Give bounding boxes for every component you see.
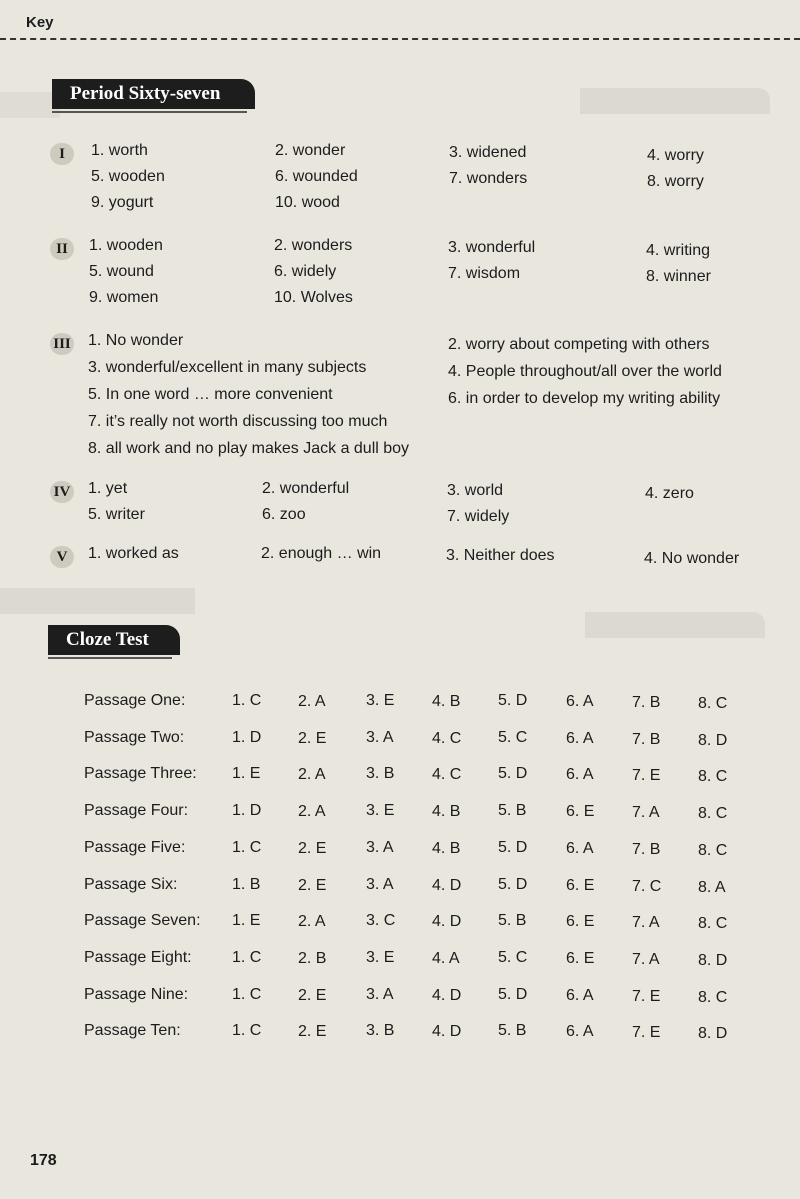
- passage-name: Passage Six:: [84, 875, 178, 893]
- section-numeral: I: [50, 143, 74, 165]
- answer-item: 4. No wonder: [644, 550, 740, 567]
- answer-item: 1. wooden: [89, 237, 163, 254]
- answer-item: 4. People throughout/all over the world: [448, 363, 722, 380]
- passage-answer: 6. E: [566, 803, 595, 821]
- period-title: Period Sixty-seven: [52, 79, 255, 109]
- answer-item: 2. wonderful: [262, 480, 350, 497]
- passage-answer: 4. D: [432, 913, 462, 931]
- passage-answer: 6. A: [566, 1023, 594, 1041]
- answer-row: [0, 142, 800, 166]
- section-numeral: II: [50, 238, 74, 260]
- passage-answer: 8. D: [698, 1025, 728, 1043]
- passage-answer: 7. C: [632, 877, 662, 895]
- passage-answer: 7. A: [632, 914, 660, 932]
- section-numeral: V: [50, 546, 74, 568]
- passage-answer: 7. E: [632, 767, 661, 785]
- passage-answer: 2. B: [298, 949, 327, 967]
- answer-item: 1. worked as: [88, 545, 179, 562]
- passage-answer: 2. E: [298, 1023, 327, 1041]
- passage-answer: 8. C: [698, 768, 728, 786]
- passage-answer: 3. A: [366, 875, 394, 893]
- passage-answer: 7. B: [632, 730, 661, 748]
- bleed-through-shadow: [0, 588, 195, 614]
- passage-answer: 6. A: [566, 986, 594, 1004]
- passage-answer: 3. A: [366, 728, 394, 746]
- header-key-label: Key: [26, 14, 54, 31]
- passage-name: Passage Eight:: [84, 948, 192, 966]
- page-number: 178: [30, 1152, 57, 1169]
- answer-item: 2. wonders: [274, 237, 353, 254]
- passage-answer: 2. A: [298, 766, 326, 784]
- passage-answer: 5. D: [498, 875, 528, 893]
- passage-answer: 1. C: [232, 838, 262, 856]
- passage-answer: 4. C: [432, 766, 462, 784]
- section-numeral: III: [50, 333, 74, 355]
- passage-name: Passage One:: [84, 692, 186, 709]
- answer-item: 3. wonderful/excellent in many subjects: [88, 359, 367, 376]
- answer-item: 1. yet: [88, 480, 128, 497]
- answer-item: 10. Wolves: [274, 289, 353, 306]
- answer-item: 3. world: [447, 482, 504, 499]
- passage-answer: 5. D: [498, 765, 528, 783]
- answer-row: [0, 194, 800, 218]
- answer-row: [0, 263, 800, 287]
- passage-answer: 2. E: [298, 729, 327, 747]
- passage-name: Passage Three:: [84, 765, 197, 783]
- passage-answer: 3. E: [366, 802, 395, 820]
- passage-answer: 4. A: [432, 949, 460, 967]
- passage-answer: 7. E: [632, 987, 661, 1005]
- answer-item: 2. enough … win: [261, 545, 382, 562]
- passage-answer: 8. D: [698, 731, 728, 749]
- passage-answer: 6. E: [566, 913, 595, 931]
- answer-item: 4. writing: [646, 242, 711, 259]
- answer-row: [0, 332, 800, 356]
- answer-row: [0, 480, 800, 504]
- passage-answer: 6. A: [566, 839, 594, 857]
- passage-answer: 6. E: [566, 876, 595, 894]
- answer-row: [0, 289, 800, 313]
- answer-item: 3. wonderful: [448, 239, 536, 256]
- answer-item: 1. worth: [91, 142, 148, 159]
- passage-name: Passage Nine:: [84, 985, 189, 1003]
- passage-answer: 2. A: [298, 913, 326, 931]
- answer-item: 3. Neither does: [446, 547, 555, 564]
- answer-item: 8. worry: [647, 173, 704, 190]
- passage-answer: 2. E: [298, 839, 327, 857]
- passage-answer: 8. D: [698, 951, 728, 969]
- passage-answer: 5. B: [498, 1022, 527, 1040]
- answer-item: 5. In one word … more convenient: [88, 386, 333, 403]
- passage-answer: 4. B: [432, 693, 461, 710]
- passage-answer: 3. B: [366, 1022, 395, 1040]
- answer-item: 1. No wonder: [88, 332, 184, 349]
- passage-answer: 4. B: [432, 839, 461, 857]
- passage-answer: 2. E: [298, 986, 327, 1004]
- passage-answer: 5. B: [498, 802, 527, 820]
- passage-name: Passage Four:: [84, 802, 189, 820]
- passage-answer: 5. D: [498, 985, 528, 1003]
- bleed-through-shadow: [580, 88, 770, 114]
- answer-row: [0, 237, 800, 261]
- passage-row: [0, 729, 800, 755]
- answer-item: 6. zoo: [262, 506, 306, 523]
- answer-row: [0, 440, 800, 464]
- passage-answer: 7. B: [632, 694, 661, 711]
- answer-item: 8. winner: [646, 268, 711, 285]
- bleed-through-shadow: [585, 612, 765, 638]
- passage-answer: 4. B: [432, 803, 461, 821]
- passage-answer: 8. C: [698, 988, 728, 1006]
- passage-answer: 1. C: [232, 948, 262, 966]
- passage-answer: 6. A: [566, 693, 594, 710]
- passage-row: [0, 986, 800, 1012]
- passage-answer: 8. A: [698, 878, 726, 896]
- passage-answer: 7. A: [632, 950, 660, 968]
- passage-row: [0, 839, 800, 865]
- passage-row: [0, 802, 800, 828]
- passage-answer: 1. C: [232, 692, 262, 709]
- passage-answer: 3. A: [366, 838, 394, 856]
- answer-item: 4. worry: [647, 147, 704, 164]
- passage-answer: 3. E: [366, 948, 395, 966]
- answer-item: 6. wounded: [275, 168, 358, 185]
- passage-answer: 3. A: [366, 985, 394, 1003]
- passage-answer: 5. B: [498, 912, 527, 930]
- passage-row: [0, 912, 800, 938]
- answer-item: 7. it’s really not worth discussing too much: [88, 413, 388, 430]
- passage-answer: 1. C: [232, 1022, 262, 1040]
- passage-answer: 3. E: [366, 692, 395, 709]
- answer-item: 4. zero: [645, 485, 694, 502]
- passage-name: Passage Two:: [84, 728, 185, 746]
- passage-answer: 4. D: [432, 1023, 462, 1041]
- passage-answer: 1. E: [232, 912, 261, 930]
- answer-item: 9. yogurt: [91, 194, 154, 211]
- passage-answer: 3. C: [366, 912, 396, 930]
- passage-answer: 1. B: [232, 875, 261, 893]
- header-divider: [0, 38, 800, 40]
- passage-answer: 7. A: [632, 804, 660, 822]
- passage-row: [0, 949, 800, 975]
- answer-item: 2. worry about competing with others: [448, 336, 710, 353]
- passage-answer: 5. C: [498, 728, 528, 746]
- answer-item: 8. all work and no play makes Jack a dull boy: [88, 440, 410, 457]
- passage-name: Passage Five:: [84, 838, 186, 856]
- passage-answer: 5. D: [498, 838, 528, 856]
- passage-answer: 7. E: [632, 1024, 661, 1042]
- passage-answer: 3. B: [366, 765, 395, 783]
- section-numeral: IV: [50, 481, 74, 503]
- passage-answer: 8. C: [698, 915, 728, 933]
- passage-row: [0, 876, 800, 902]
- answer-row: [0, 545, 800, 569]
- passage-answer: 1. D: [232, 802, 262, 820]
- answer-item: 7. wisdom: [448, 265, 521, 282]
- passage-name: Passage Ten:: [84, 1022, 181, 1040]
- passage-answer: 8. C: [698, 695, 728, 712]
- bleed-through-shadow: [0, 92, 60, 118]
- passage-row: [0, 692, 800, 718]
- answer-item: 5. wound: [89, 263, 154, 280]
- answer-item: 6. widely: [274, 263, 337, 280]
- answer-item: 10. wood: [275, 194, 340, 211]
- answer-row: [0, 413, 800, 437]
- answer-item: 3. widened: [449, 144, 527, 161]
- passage-answer: 6. A: [566, 729, 594, 747]
- passage-answer: 4. D: [432, 986, 462, 1004]
- answer-item: 2. wonder: [275, 142, 346, 159]
- answer-item: 9. women: [89, 289, 159, 306]
- passage-answer: 7. B: [632, 840, 661, 858]
- passage-row: [0, 1022, 800, 1048]
- passage-name: Passage Seven:: [84, 912, 201, 930]
- passage-answer: 1. D: [232, 728, 262, 746]
- passage-answer: 6. A: [566, 766, 594, 784]
- passage-answer: 2. A: [298, 693, 326, 710]
- passage-answer: 8. C: [698, 805, 728, 823]
- answer-row: [0, 506, 800, 530]
- cloze-title: Cloze Test: [48, 625, 180, 655]
- passage-answer: 8. C: [698, 841, 728, 859]
- answer-item: 7. widely: [447, 508, 510, 525]
- answer-item: 5. wooden: [91, 168, 165, 185]
- answer-item: 6. in order to develop my writing ability: [448, 390, 721, 407]
- passage-answer: 1. C: [232, 985, 262, 1003]
- passage-answer: 4. D: [432, 876, 462, 894]
- passage-answer: 4. C: [432, 729, 462, 747]
- answer-row: [0, 168, 800, 192]
- answer-item: 5. writer: [88, 506, 145, 523]
- passage-answer: 5. C: [498, 948, 528, 966]
- passage-row: [0, 765, 800, 791]
- answer-row: [0, 386, 800, 410]
- passage-answer: 6. E: [566, 949, 595, 967]
- passage-answer: 1. E: [232, 765, 261, 783]
- answer-row: [0, 359, 800, 383]
- passage-answer: 5. D: [498, 692, 528, 709]
- passage-answer: 2. E: [298, 876, 327, 894]
- passage-answer: 2. A: [298, 803, 326, 821]
- answer-item: 7. wonders: [449, 170, 528, 187]
